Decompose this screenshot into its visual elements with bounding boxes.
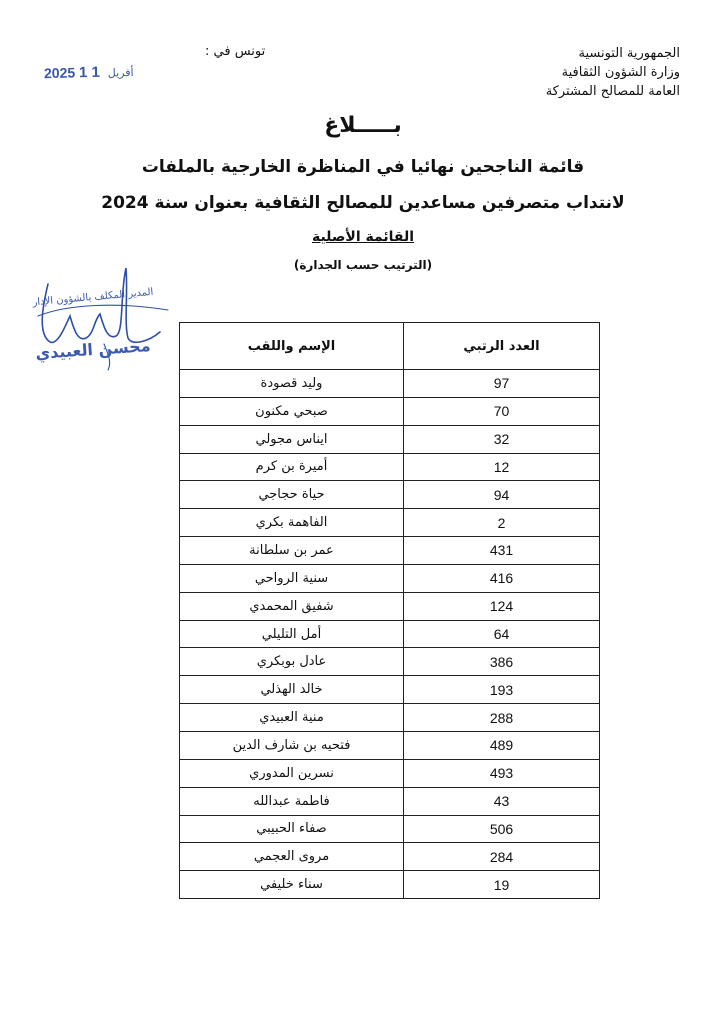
table-row (180, 370, 600, 398)
list-subtitle-text: القائمة الأصلية (311, 229, 415, 245)
name-cell: أميرة بن كرم (180, 453, 404, 481)
name-cell: حياة حجاجي (180, 481, 404, 509)
table-row (180, 620, 600, 648)
name-cell: صبحي مكنون (180, 397, 404, 425)
name-cell: فتحيه بن شارف الدين (180, 731, 404, 759)
rank-cell: 506 (404, 815, 600, 843)
signatory-title: المدير المكلف بالشؤون الإدار (32, 286, 154, 309)
header-line-ministry: وزارة الشؤون الثقافية (561, 65, 680, 80)
place-date-label: تونس في : (205, 44, 266, 59)
name-cell: خالد الهذلي (180, 676, 404, 704)
table-row (180, 731, 600, 759)
name-cell: عادل بوبكري (180, 648, 404, 676)
table-row (180, 592, 600, 620)
name-cell: فاطمة عبدالله (180, 787, 404, 815)
rank-cell: 70 (404, 397, 600, 425)
rank-cell: 493 (404, 759, 600, 787)
header-line-republic: الجمهورية التونسية (578, 46, 680, 61)
column-header-rank: العدد الرتبي (404, 323, 600, 370)
signatory-name: محسن العبيدي (34, 336, 152, 363)
ministry-header (546, 44, 680, 101)
rank-cell: 124 (404, 592, 600, 620)
rank-cell: 64 (404, 620, 600, 648)
name-cell: ايناس مجولي (180, 425, 404, 453)
column-header-name: الإسم واللقب (180, 323, 404, 370)
rank-cell: 19 (404, 871, 600, 899)
table-row (180, 537, 600, 565)
name-cell: شفيق المحمدي (180, 592, 404, 620)
rank-cell: 416 (404, 564, 600, 592)
table-row (180, 759, 600, 787)
date-stamp-day: 1 1 (78, 63, 101, 82)
table-row (180, 564, 600, 592)
rank-cell: 431 (404, 537, 600, 565)
table-header-row (180, 323, 600, 370)
ranking-note: (الترتيب حسب الجدارة) (293, 258, 433, 272)
table-row (180, 843, 600, 871)
name-cell: مروى العجمي (180, 843, 404, 871)
table-row (180, 704, 600, 732)
rank-cell: 2 (404, 509, 600, 537)
rank-cell: 97 (404, 370, 600, 398)
name-cell: أمل التليلي (180, 620, 404, 648)
name-cell: وليد قصودة (180, 370, 404, 398)
date-stamp-year: 2025 (43, 64, 76, 82)
table-row (180, 871, 600, 899)
name-cell: نسرين المدوري (180, 759, 404, 787)
date-stamp (44, 63, 138, 82)
successful-candidates-table (179, 322, 600, 899)
rank-cell: 284 (404, 843, 600, 871)
document-title-line2: لانتداب متصرفين مساعدين للمصالح الثقافية بعنوان سنة 2024 (101, 193, 625, 213)
table-row (180, 676, 600, 704)
rank-cell: 386 (404, 648, 600, 676)
name-cell: سنية الرواحي (180, 564, 404, 592)
list-subtitle (0, 229, 726, 245)
table-row (180, 425, 600, 453)
name-cell: الفاهمة بكري (180, 509, 404, 537)
signature-block (8, 254, 178, 374)
table-row (180, 453, 600, 481)
name-cell: عمر بن سلطانة (180, 537, 404, 565)
rank-cell: 94 (404, 481, 600, 509)
rank-cell: 12 (404, 453, 600, 481)
rank-cell: 32 (404, 425, 600, 453)
document-title-line1: قائمة الناجحين نهائيا في المناظرة الخارجية بالملفات (141, 157, 585, 177)
name-cell: منية العبيدي (180, 704, 404, 732)
rank-cell: 489 (404, 731, 600, 759)
table-row (180, 397, 600, 425)
rank-cell: 288 (404, 704, 600, 732)
table-row (180, 481, 600, 509)
table-row (180, 509, 600, 537)
table-row (180, 815, 600, 843)
name-cell: صفاء الحبيبي (180, 815, 404, 843)
table-row (180, 787, 600, 815)
name-cell: سناء خليفي (180, 871, 404, 899)
rank-cell: 43 (404, 787, 600, 815)
announcement-heading: بـــــلاغ (324, 113, 402, 138)
rank-cell: 193 (404, 676, 600, 704)
date-stamp-month: أفريل (107, 66, 134, 80)
header-line-department: العامة للمصالح المشتركة (545, 84, 680, 99)
table-row (180, 648, 600, 676)
